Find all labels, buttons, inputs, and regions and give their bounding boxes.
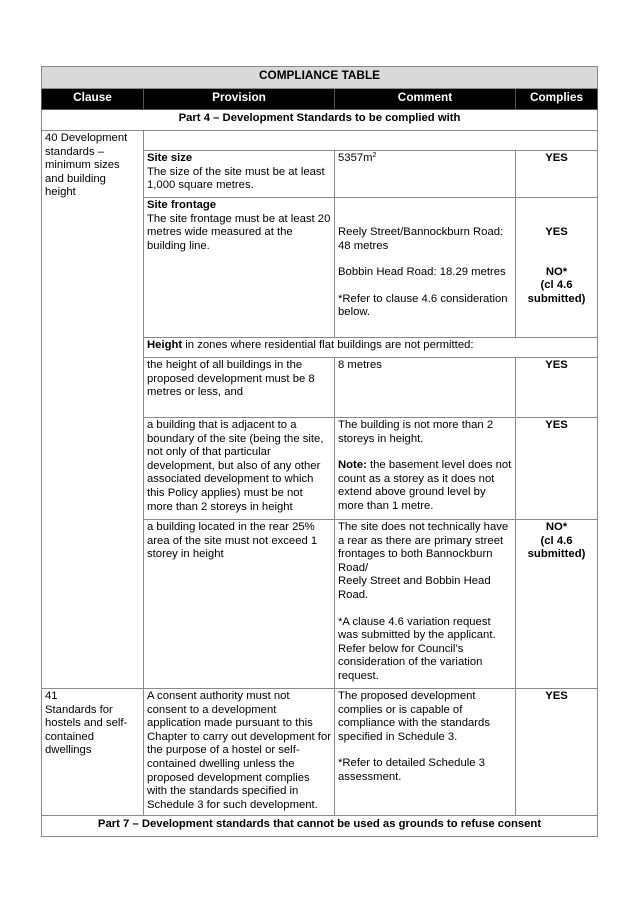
frontage-complies-no: submitted) [527, 292, 586, 305]
compliance-table [41, 66, 598, 837]
height-row2-comment [335, 418, 516, 520]
part7-heading: Part 7 – Development standards that cannot be used as grounds to refuse consent [42, 816, 598, 837]
table-row [42, 689, 598, 816]
height-heading-bold: Height [147, 339, 183, 351]
site-size-provision [144, 151, 335, 198]
clause-41-comment-text: The proposed development complies or is capable of compliance with the standards specified in Schedule 3. [338, 690, 490, 743]
site-frontage-provision [144, 198, 335, 338]
frontage-reely: Reely Street/Bannockburn Road: 48 metres [338, 226, 504, 252]
clause-41-complies: YES [516, 689, 598, 816]
site-size-heading: Site size [147, 152, 193, 164]
height-row1-comment: 8 metres [335, 358, 516, 418]
header-clause: Clause [42, 89, 144, 110]
site-size-comment [335, 151, 516, 198]
clause-40-blank [144, 131, 598, 151]
frontage-complies-no: NO* [545, 265, 568, 278]
clause-40-line: height [45, 186, 76, 199]
clause-41-cell [42, 689, 144, 816]
clause-40-line: standards – [45, 145, 105, 158]
clause-40-line: and building [45, 172, 106, 185]
frontage-complies-yes: YES [545, 226, 568, 238]
height-row3-complies-line: NO* [545, 521, 568, 533]
site-frontage-complies [516, 198, 598, 338]
site-frontage-text: The site frontage must be at least 20 metres wide measured at the building line. [147, 212, 331, 252]
height-row3-comment-text: The site does not technically have a rear as there are primary street frontages to both Bannockburn Road/ [338, 521, 509, 574]
height-row3-comment [335, 520, 516, 689]
clause-41-number: 41 [45, 690, 58, 702]
note-label: Note: [338, 459, 367, 472]
height-row2-comment-text: The building is not more than 2 storeys in height. [338, 419, 494, 445]
clause-40-line: 40 Development [45, 132, 128, 144]
height-row1-provision: the height of all buildings in the proposed development must be 8 metres or less, and [144, 358, 335, 418]
clause-41-comment [335, 689, 516, 816]
height-row3-complies-line: (cl 4.6 [540, 534, 573, 547]
header-complies: Complies [516, 89, 598, 110]
site-frontage-comment [335, 198, 516, 338]
clause-40-line: minimum sizes [45, 159, 120, 172]
part4-heading: Part 4 – Development Standards to be complied with [42, 110, 598, 131]
site-area-value: 5357m [338, 152, 373, 164]
height-row2-note [338, 459, 512, 513]
height-heading-rest: in zones where residential flat buildings are not permitted: [182, 339, 474, 351]
height-row3-provision: a building located in the rear 25% area of the site must not exceed 1 storey in height [144, 520, 335, 689]
height-row1-complies: YES [516, 358, 598, 418]
frontage-bobbin: Bobbin Head Road: 18.29 metres [338, 266, 506, 279]
clause-41-label: Standards for hostels and self-contained dwellings [45, 703, 128, 757]
clause-41-refer: *Refer to detailed Schedule 3 assessment. [338, 757, 485, 783]
header-comment: Comment [335, 89, 516, 110]
site-area-unit-sup: 2 [372, 152, 377, 159]
height-row3-comment-text-b: Reely Street and Bobbin Head Road. [338, 575, 491, 601]
clause-41-provision: A consent authority must not consent to a development application made pursuant to this Chapter to carry out development for the purpose of a hostel or self-contained dwelling unless the proposed development complies with the standards specified in Schedule 3 for such development. [144, 689, 335, 816]
frontage-refer: *Refer to clause 4.6 consideration below. [338, 292, 508, 319]
frontage-complies-no: (cl 4.6 [540, 279, 573, 292]
site-frontage-heading: Site frontage [147, 199, 217, 211]
height-row3-complies [516, 520, 598, 689]
height-heading [144, 338, 598, 358]
height-row3-complies-line: submitted) [527, 548, 586, 561]
note-text: the basement level does not count as a storey as it does not extend above ground level by more than 1 metre. [338, 459, 512, 512]
clause-40-cell [42, 131, 144, 689]
site-size-complies: YES [516, 151, 598, 198]
site-size-text: The size of the site must be at least 1,000 square metres. [147, 165, 325, 192]
height-row3-variation: *A clause 4.6 variation request was submitted by the applicant. Refer below for Council’s consideration of the variation request. [338, 615, 496, 682]
header-provision: Provision [144, 89, 335, 110]
height-row2-provision: a building that is adjacent to a boundary of the site (being the site, not only of that particular development, but also of any other associated development to which this Policy applies) must be not more than 2 storeys in height [144, 418, 335, 520]
table-title: COMPLIANCE TABLE [42, 67, 598, 89]
height-row2-complies: YES [516, 418, 598, 520]
